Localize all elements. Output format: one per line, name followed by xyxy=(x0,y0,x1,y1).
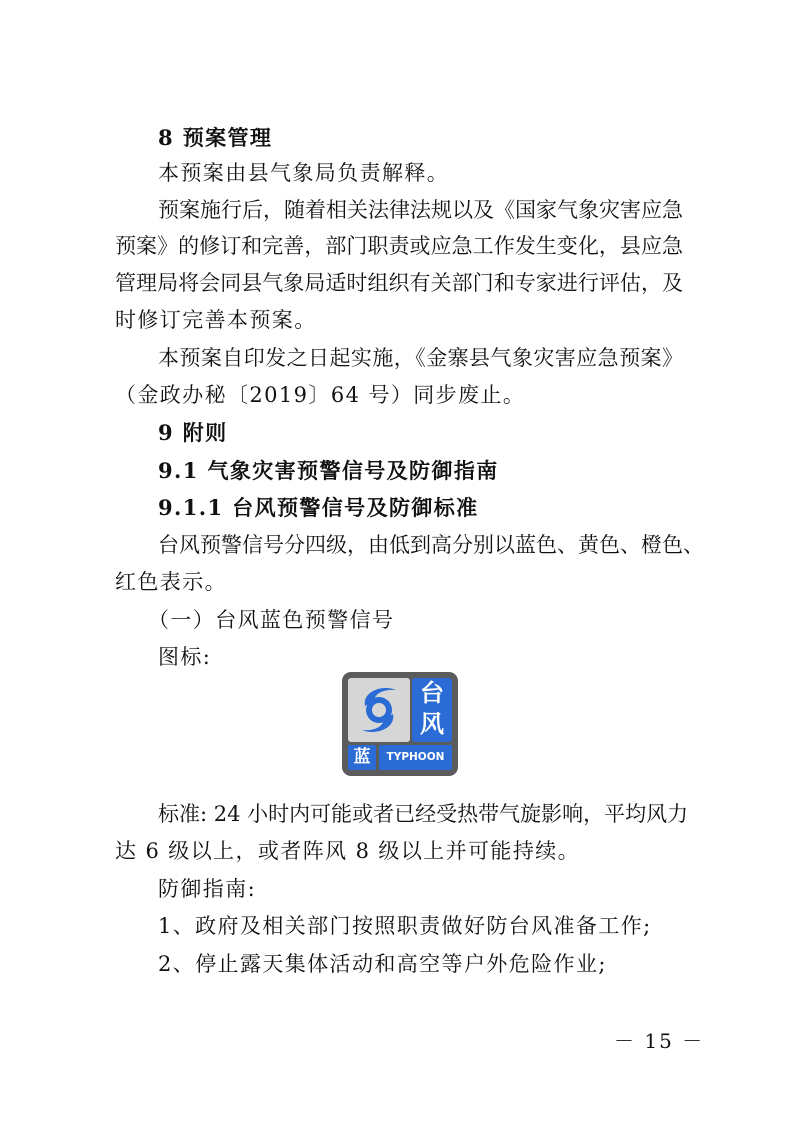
typhoon-chinese-label xyxy=(412,678,452,742)
section-9-1-1-heading: 9.1.1 台风预警信号及防御标准 xyxy=(158,495,479,520)
section-8-paragraph-2-line-1: 预案施行后，随着相关法律法规以及《国家气象灾害应急 xyxy=(158,198,683,222)
defense-guide-label: 防御指南: xyxy=(158,877,257,901)
blue-level-label: 蓝 xyxy=(348,745,376,770)
standard-line-1: 标准: 24 小时内可能或者已经受热带气旋影响，平均风力 xyxy=(158,802,689,826)
typhoon-char-2: 风 xyxy=(420,710,444,738)
section-8-paragraph-2-line-4: 时修订完善本预案。 xyxy=(115,308,317,332)
section-9-heading: 9 附则 xyxy=(158,420,228,445)
typhoon-english-label: TYPHOON xyxy=(379,745,452,770)
typhoon-intro-line-1: 台风预警信号分四级，由低到高分别以蓝色、黄色、橙色、 xyxy=(158,533,704,557)
defense-guide-item-1: 1、政府及相关部门按照职责做好防台风准备工作; xyxy=(158,914,652,938)
section-9-1-heading: 9.1 气象灾害预警信号及防御指南 xyxy=(158,458,499,483)
icon-label: 图标: xyxy=(158,645,212,669)
section-8-paragraph-3-line-1: 本预案自印发之日起实施，《金寨县气象灾害应急预案》 xyxy=(158,346,683,370)
page-number: － 15 － xyxy=(614,1029,705,1053)
typhoon-char-1: 台 xyxy=(420,679,444,707)
typhoon-swirl-icon xyxy=(348,678,410,742)
standard-line-2: 达 6 级以上，或者阵风 8 级以上并可能持续。 xyxy=(115,839,581,863)
typhoon-intro-line-2: 红色表示。 xyxy=(115,570,227,594)
section-8-heading: 8 预案管理 xyxy=(158,125,273,150)
defense-guide-item-2: 2、停止露天集体活动和高空等户外危险作业; xyxy=(158,952,607,976)
section-8-paragraph-1: 本预案由县气象局负责解释。 xyxy=(158,161,450,185)
typhoon-blue-warning-icon xyxy=(342,672,458,776)
section-8-paragraph-2-line-2: 预案》的修订和完善，部门职责或应急工作发生变化，县应急 xyxy=(115,234,683,258)
section-8-paragraph-3-line-2: （金政办秘〔2019〕64 号）同步废止。 xyxy=(115,383,526,407)
blue-signal-title: （一）台风蓝色预警信号 xyxy=(148,608,395,632)
section-8-paragraph-2-line-3: 管理局将会同县气象局适时组织有关部门和专家进行评估，及 xyxy=(115,271,683,295)
